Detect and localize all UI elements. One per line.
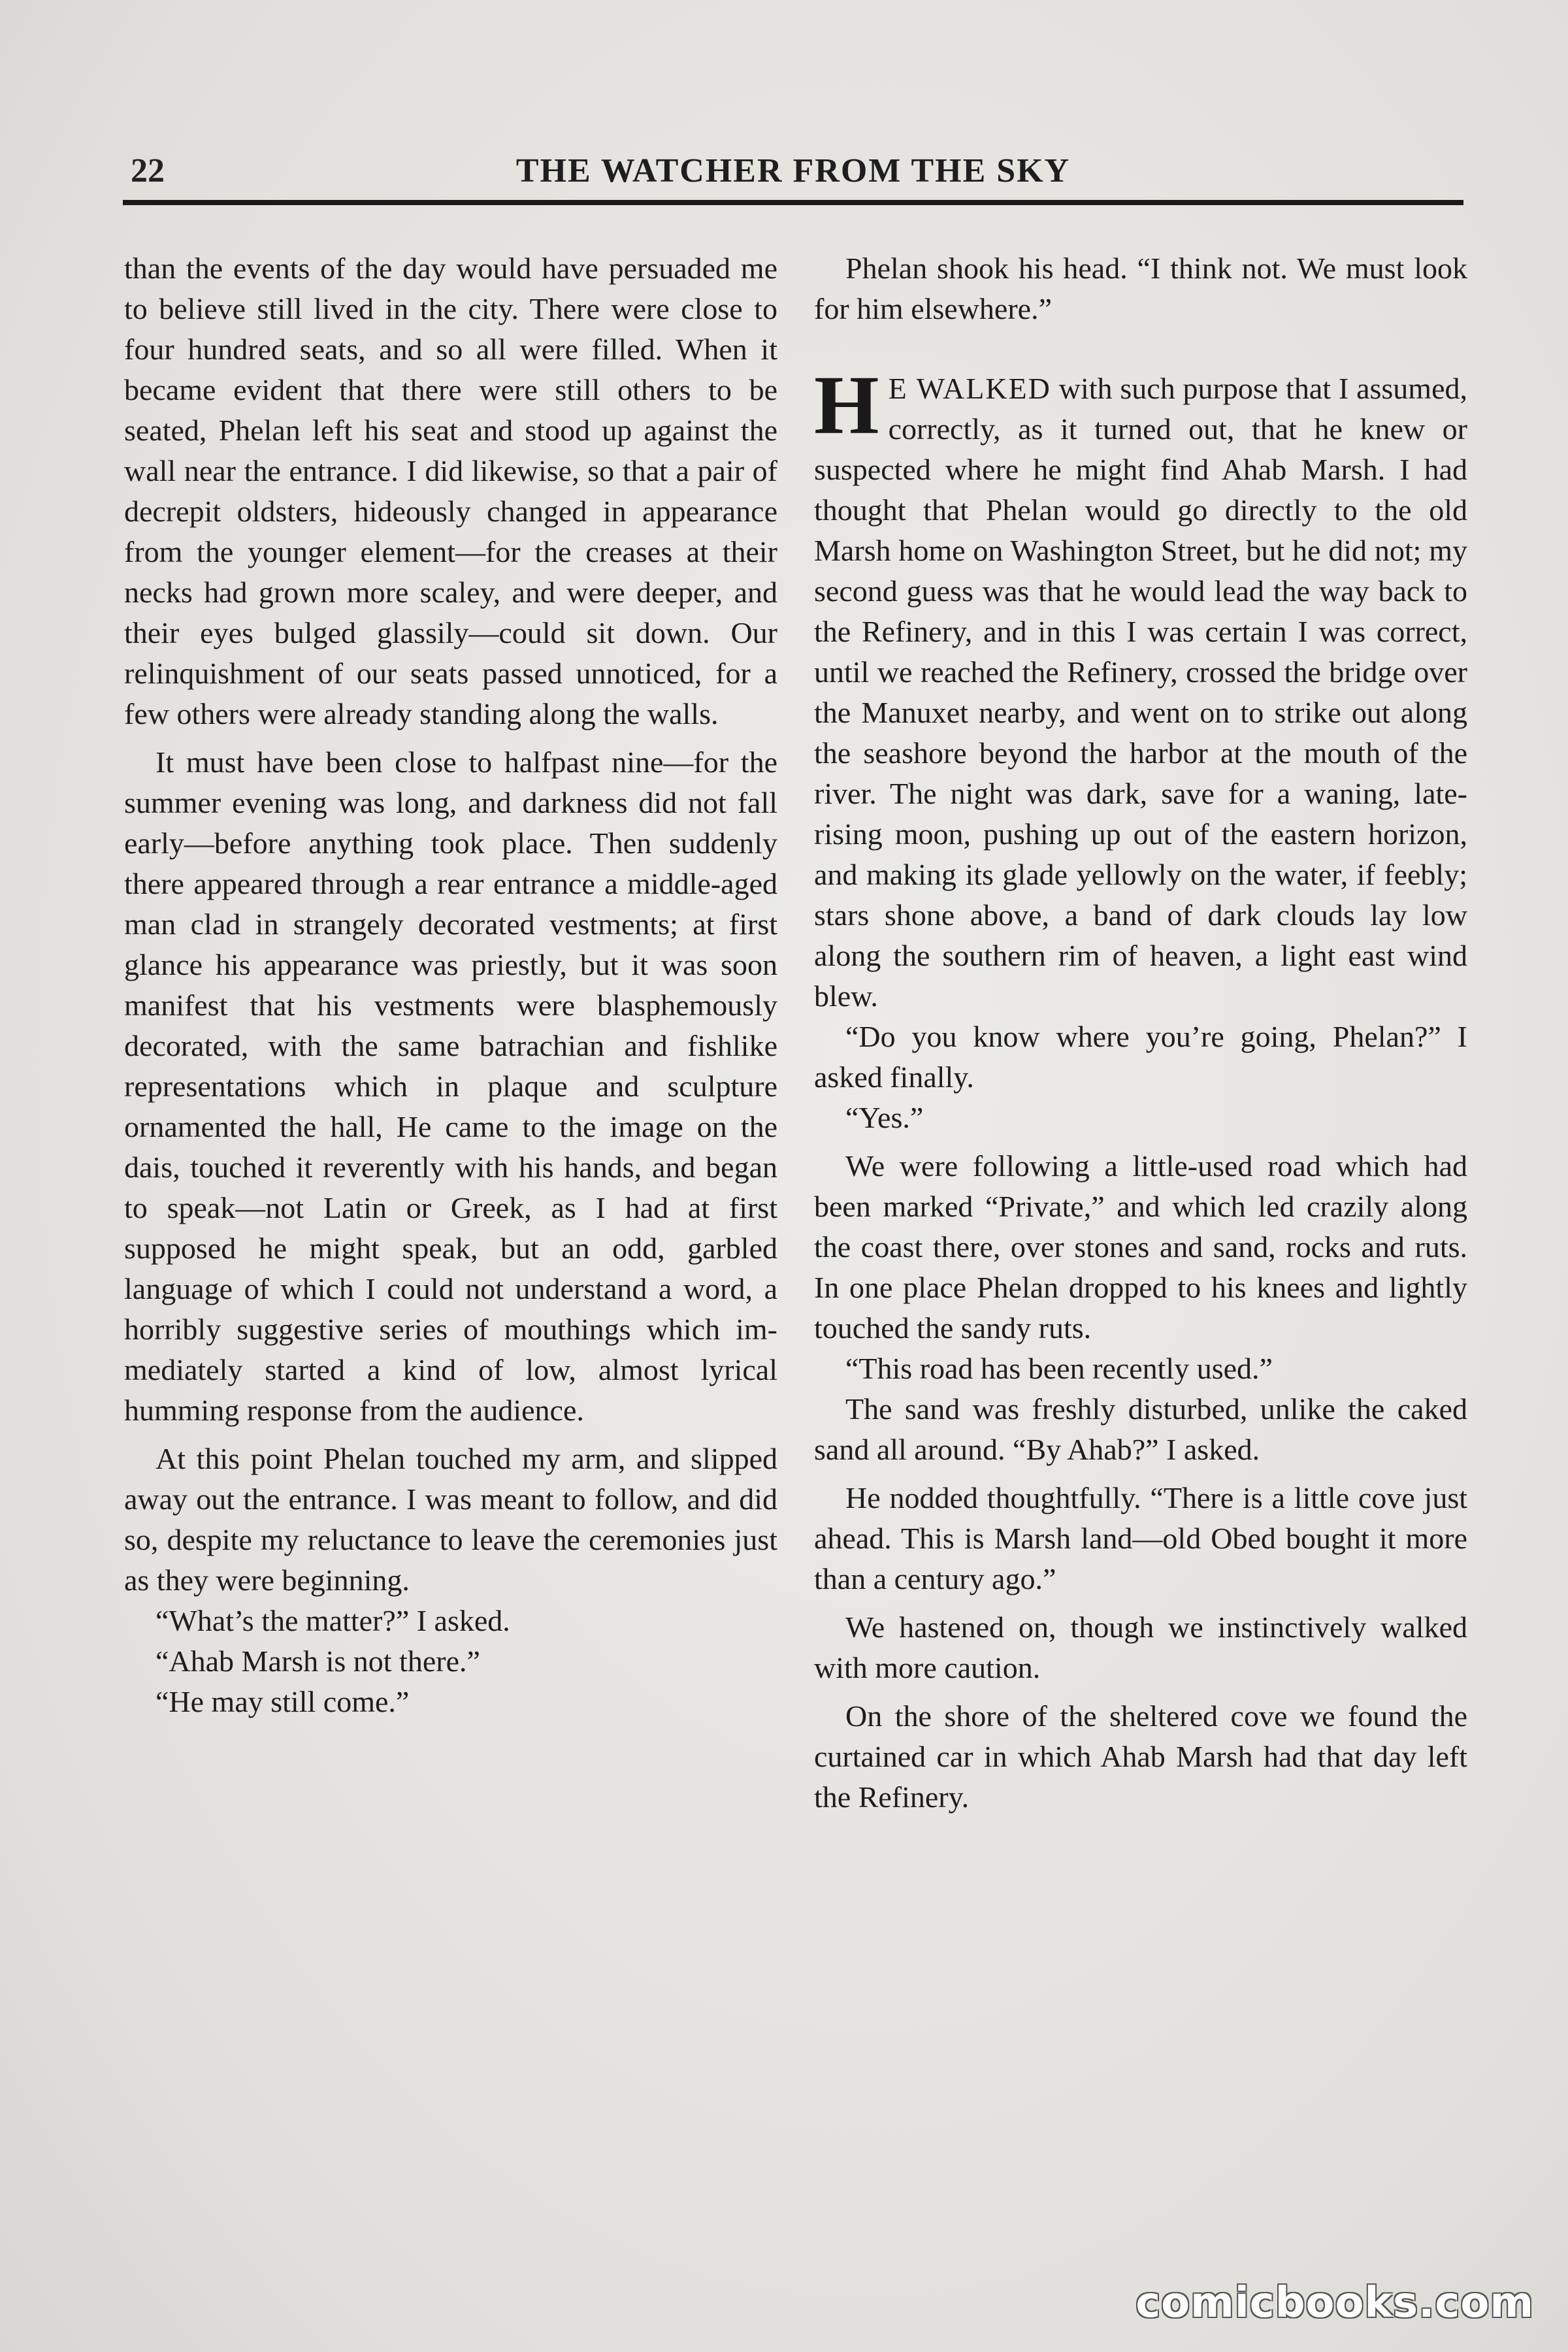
lead-in: E WALKED [888,372,1051,405]
right-column [814,248,1467,2156]
paragraph: We were following a little-used road which had been marked “Private,” and which led crazily along the coast there, over stones and sand, rocks and ruts. In one place Phelan dropped to his knees and lightly touched the sandy ruts. [814,1149,1467,1345]
paragraph: On the shore of the sheltered cove we found the curtained car in which Ahab Marsh had that day left the Refinery. [814,1699,1467,1814]
header-rule [123,200,1463,205]
paragraph: The sand was freshly disturbed, unlike the caked sand all around. “By Ahab?” I asked. [814,1392,1467,1466]
paragraph: than the events of the day would have persuaded me to believe still lived in the city. There were close to four hundred seats, and so all were filled. When it became evident that there were still others to be seated, Phelan left his seat and stood up against the wall near the entrance. I did likewise, so that a pair of decrepit oldsters, hideously changed in appearance from the younger element—for the creases at their necks had grown more scaley, and were deeper, and their eyes bulged glassily—could sit down. Our relinquishment of our seats passed unnoticed, for a few others were already standing along the walls. [124,252,777,730]
site-watermark: comicbooks.com [1135,2279,1534,2327]
paragraph: We hastened on, though we instinctively walked with more caution. [814,1610,1467,1684]
paragraph: “Yes.” [845,1101,924,1134]
paragraph-text: with such purpose that I assumed, correctly, as it turned out, that he knew or suspected where he might find Ahab Marsh. I had thought that Phelan would go directly to the old Marsh home on Washington Street, but he did not; my second guess was that he would lead the way back to the Refinery, and in this I was certain I was correct, until we reached the Refinery, crossed the bridge over the Manuxet nearby, and went on to strike out along the seashore beyond the harbor at the mouth of the river. The night was dark, save for a waning, late-rising moon, pushing up out of the eastern horizon, and making its glade yellowly on the water, if feebly; stars shone above, a band of dark clouds lay low along the southern rim of heaven, a light east wind blew. [814,372,1467,1013]
paragraph: Phelan shook his head. “I think not. We must look for him elsewhere.” [814,252,1467,325]
paragraph: “Ahab Marsh is not there.” [155,1644,480,1678]
running-title: THE WATCHER FROM THE SKY [515,152,1071,189]
paragraph: “This road has been recently used.” [845,1352,1273,1385]
drop-cap: H [814,359,879,451]
paragraph: “What’s the matter?” I asked. [155,1604,510,1637]
paragraph: He nodded thoughtfully. “There is a little cove just ahead. This is Marsh land—old Obed bought it more than a century ago.” [814,1481,1467,1595]
paragraph: “He may still come.” [155,1685,410,1718]
paragraph: It must have been close to halfpast nine—for the summer evening was long, and darkness did not fall early—before anything took place. Then suddenly there appeared through a rear entrance a middle-aged man clad in strangely decorated vestments; at first glance his appearance was priestly, but it was soon manifest that his vestments were blasphemously decorated, with the same batrachian and fishlike representations which in plaque and sculpture ornamented the hall, He came to the image on the dais, touched it reverently with his hands, and began to speak—not Latin or Greek, as I had at first supposed he might speak, but an odd, garbled language of which I could not understand a word, a horribly suggestive series of mouthings which immediately started a kind of low, almost lyrical humming response from the audience. [124,745,777,1427]
page-header [123,152,1463,197]
paragraph: “Do you know where you’re going, Phelan?” I asked finally. [814,1020,1467,1094]
left-column [124,248,777,2156]
paragraph: At this point Phelan touched my arm, and slipped away out the entrance. I was meant to follow, and did so, despite my reluctance to leave the ceremonies just as they were beginning. [124,1442,777,1597]
section-opening-paragraph [814,359,1467,1017]
page-number: 22 [131,152,165,189]
